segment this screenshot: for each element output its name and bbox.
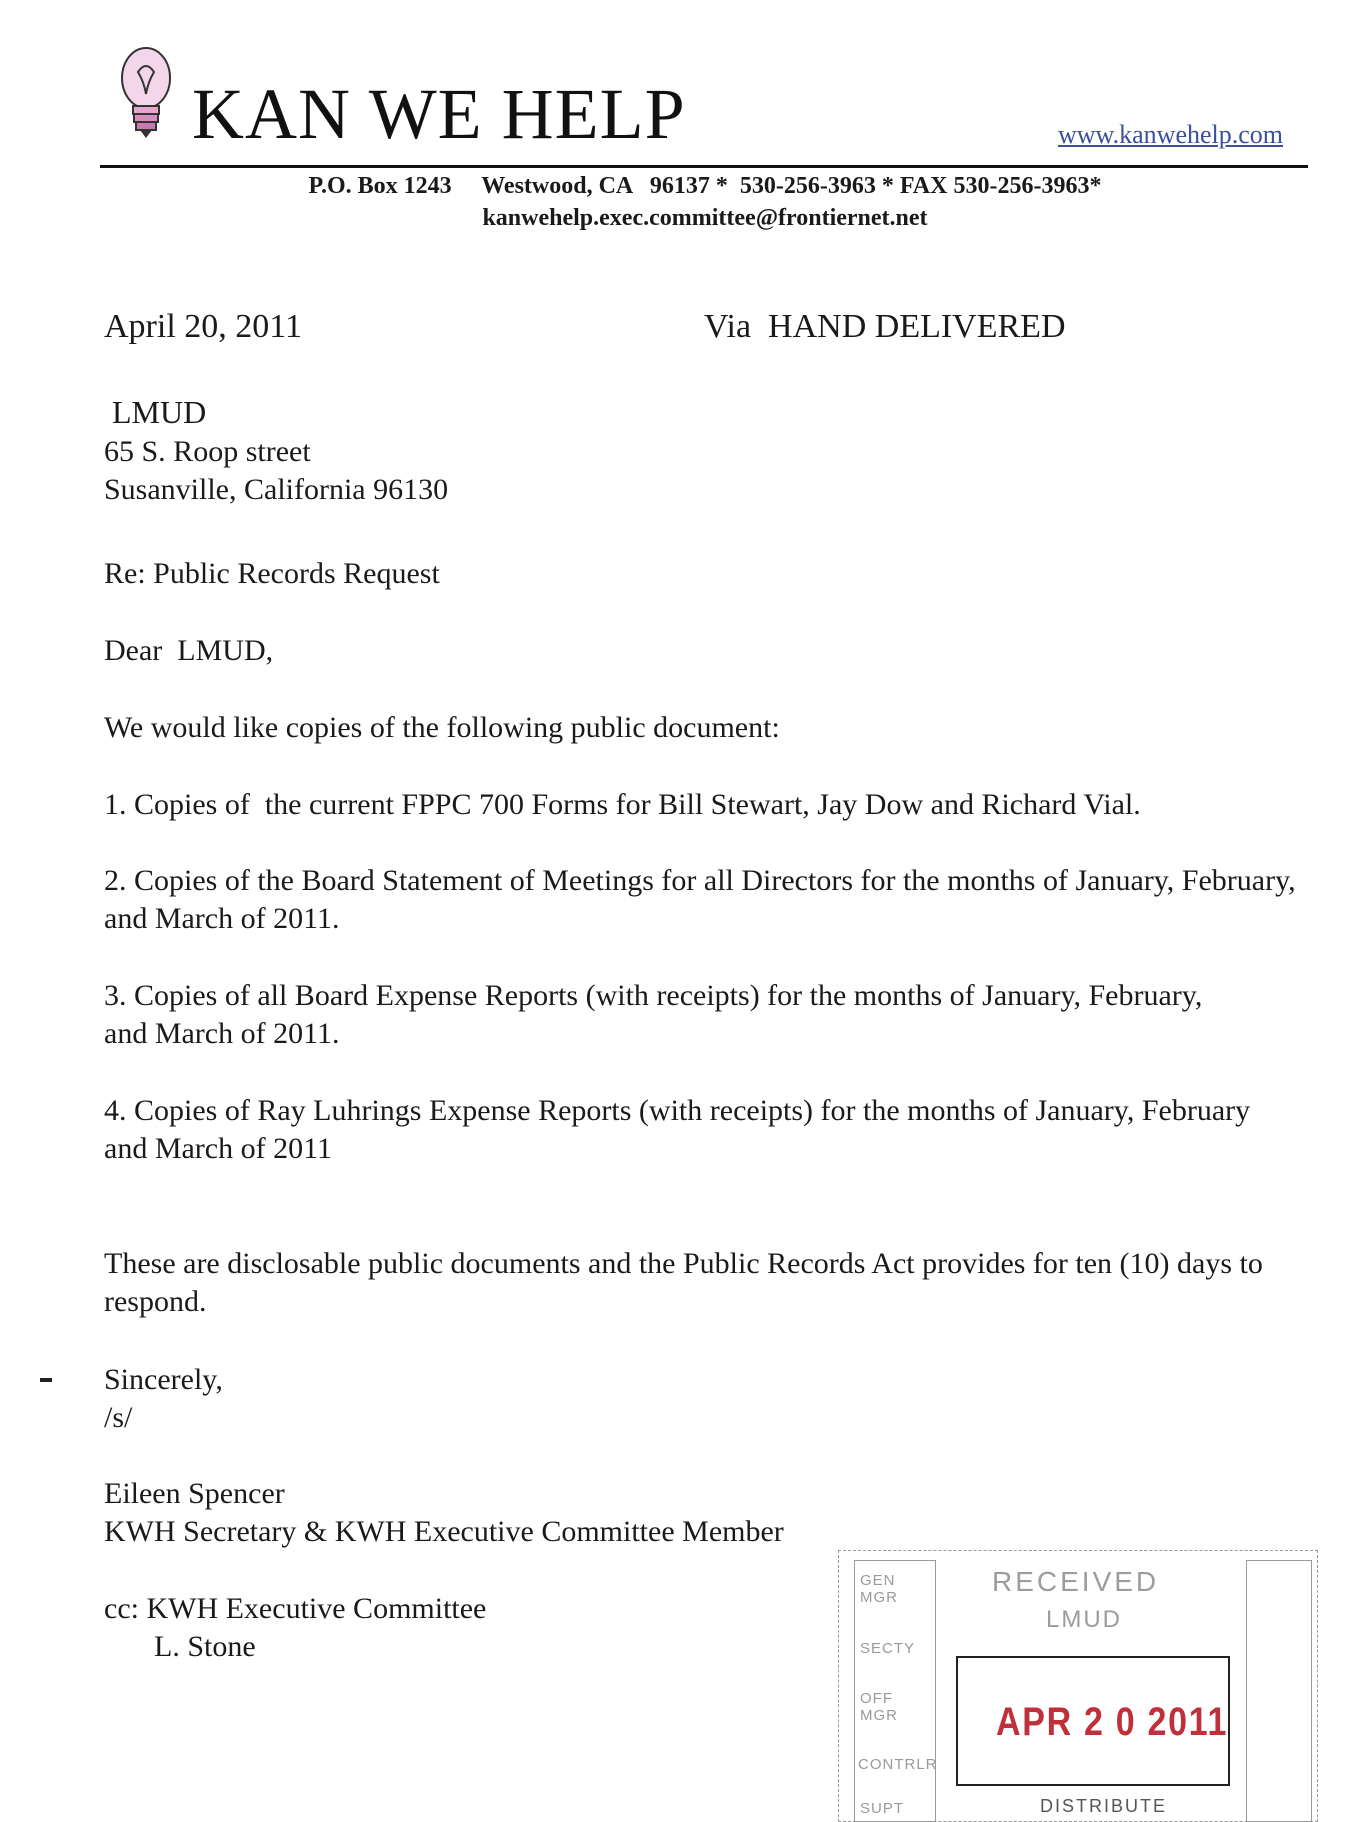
lightbulb-logo-icon <box>116 44 176 142</box>
recipient-address-line2: Susanville, California 96130 <box>104 473 449 506</box>
signer-name: Eileen Spencer <box>104 1477 285 1510</box>
stamp-received-label: RECEIVED <box>992 1566 1160 1597</box>
scan-speck <box>40 1378 52 1382</box>
stamp-right-column <box>1246 1560 1312 1822</box>
stamp-cell: OFF MGR <box>860 1690 898 1724</box>
cc-recipient: L. Stone <box>154 1630 256 1663</box>
stamp-cell: CONTRLR <box>858 1756 938 1773</box>
stamp-org-label: LMUD <box>1046 1606 1123 1633</box>
received-stamp <box>838 1550 1318 1821</box>
contact-line: P.O. Box 1243 Westwood, CA 96137 * 530-256-3963 * FAX 530-256-3963* <box>308 173 1102 199</box>
subject-line: Re: Public Records Request <box>104 557 440 590</box>
organization-name: KAN WE HELP <box>192 74 686 154</box>
sign-off: Sincerely, <box>104 1363 223 1396</box>
cc-line: cc: KWH Executive Committee <box>104 1592 487 1625</box>
signer-title: KWH Secretary & KWH Executive Committee Member <box>104 1515 784 1548</box>
stamp-cell: SUPT <box>860 1800 905 1817</box>
intro-paragraph: We would like copies of the following public document: <box>104 711 780 744</box>
stamp-cell: GEN MGR <box>860 1572 898 1606</box>
delivery-method: Via HAND DELIVERED <box>704 308 1066 345</box>
website-link[interactable]: www.kanwehelp.com <box>1058 120 1284 149</box>
header-divider <box>100 165 1308 168</box>
email-address: kanwehelp.exec.committee@frontiernet.net <box>482 205 928 231</box>
letter-date: April 20, 2011 <box>104 308 303 345</box>
signature-mark: /s/ <box>104 1401 133 1434</box>
stamp-date: APR 2 0 2011 <box>996 1700 1229 1744</box>
recipient-address-line1: 65 S. Roop street <box>104 435 311 468</box>
stamp-distribute-label: DISTRIBUTE <box>1040 1796 1168 1816</box>
request-item: 2. Copies of the Board Statement of Meetings for all Directors for the months of January, February, and March of 2011. <box>104 864 1296 936</box>
stamp-cell: SECTY <box>860 1640 916 1657</box>
request-item: 4. Copies of Ray Luhrings Expense Reports (with receipts) for the months of January, February and March of 2011 <box>104 1094 1251 1166</box>
request-item: 1. Copies of the current FPPC 700 Forms for Bill Stewart, Jay Dow and Richard Vial. <box>104 788 1141 821</box>
closing-paragraph: These are disclosable public documents and the Public Records Act provides for ten (10) days to respond. <box>104 1247 1263 1319</box>
salutation: Dear LMUD, <box>104 634 274 667</box>
request-item: 3. Copies of all Board Expense Reports (with receipts) for the months of January, February, and March of 2011. <box>104 979 1203 1051</box>
recipient-name: LMUD <box>112 394 207 430</box>
